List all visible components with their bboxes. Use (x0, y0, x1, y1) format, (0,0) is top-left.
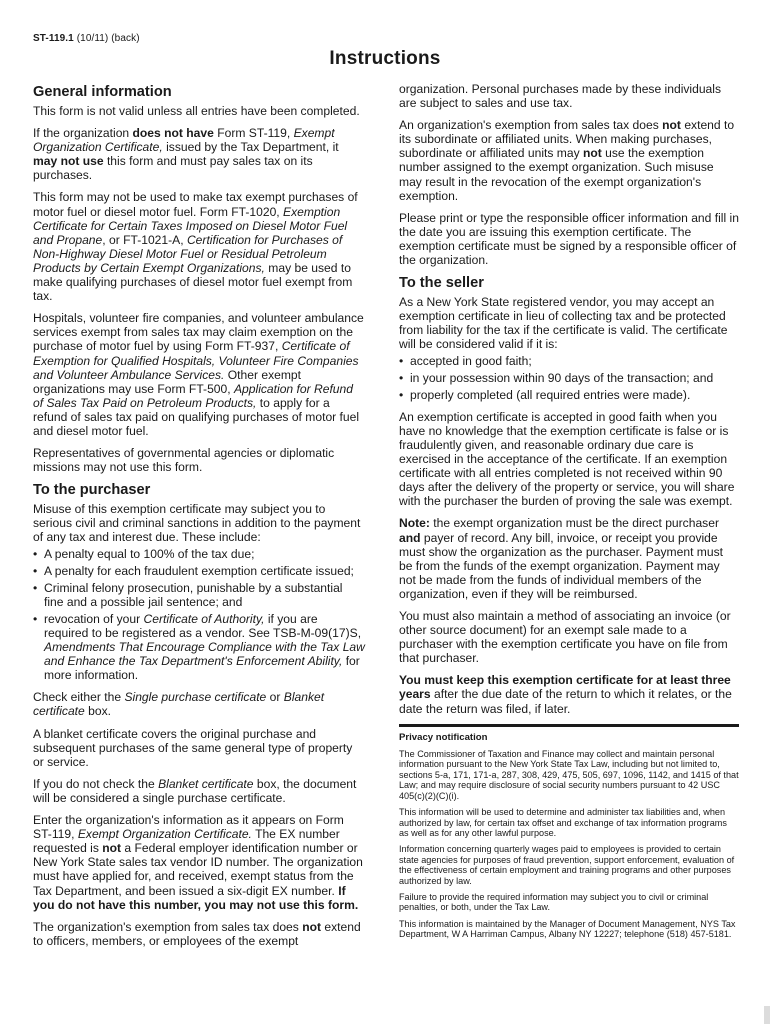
general-p4: Hospitals, volunteer fire companies, and volunteer ambulance services exempt from sales tax may claim exemption on the purchase of motor fuel by using Form FT-937, Certificate of Exemption for Qualified Hospitals, Volunteer Fire Companies and Volunteer Ambulance Services. Other exempt organizations may use Form FT-500, Application for Refund of Sales Tax Paid on Petroleum Products, to apply for a refund of sales tax paid on qualifying purchases of motor fuel and diesel motor fuel. (33, 311, 364, 438)
list-item: • accepted in good faith; (399, 354, 739, 368)
purchaser-blanket-info: A blanket certificate covers the original purchase and subsequent purchases of the same general type of property or service. (33, 726, 353, 769)
general-p3: This form may not be used to make tax exempt purchases of motor fuel or diesel motor fuel. Form FT-1020, Exemption Certificate for Certain Taxes Imposed on Diesel Motor Fuel and Propane, or FT-1021-A, Certification for Purchases of Non-Highway Diesel Motor Fuel or Residual Petroleum Products by Certain Exempt Organizations, may be used to make qualifying purchases of diesel motor fuel exempt from tax. (33, 190, 358, 304)
purchaser-exemption-scope: The organization's exemption from sales tax does not extend to officers, members, or employees of the exempt (33, 919, 361, 948)
purchaser-nocheck-info: If you do not check the Blanket certificate box, the document will be considered a single purchase certificate. (33, 776, 357, 805)
purchaser-penalty-list (33, 547, 365, 683)
continued-p2: An organization's exemption from sales tax does not extend to its subordinate or affiliated units. When making purchases, subordinate or affiliated units may not use the exemption number assigned to the exempt organization. Such misuse may result in the revocation of the exempt organization's exemption. (399, 118, 735, 203)
to-the-seller-heading: To the seller (399, 275, 484, 292)
privacy-p5: This information is maintained by the Manager of Document Management, NYS Tax Department, W A Harriman Campus, Albany NY 12227; telephone (518) 457-5181. (399, 918, 736, 940)
seller-note: Note: the exempt organization must be the direct purchaser and payer of record. Any bill, invoice, or receipt you provide must show the organization as the purchaser. Payment must be from the funds of the exempt organization. Payment may not be made from the funds of individual members of the organization, even if they will be reimbursed. (399, 516, 724, 601)
continued-p3: Please print or type the responsible officer information and fill in the date you are issuing this exemption certificate. The exemption certificate must be signed by a responsible officer of the organization. (399, 210, 739, 268)
left-column (33, 82, 365, 956)
seller-intro: As a New York State registered vendor, you may accept an exemption certificate in lieu of collecting tax and be protected from liability for the tax if the certificate is valid. The certificate will be considered valid if it is: (399, 295, 728, 352)
purchaser-enter-info: Enter the organization's information as it appears on Form ST-119, Exempt Organization Certificate. The EX number requested is not a Federal employer identification number or New York State sales tax vendor ID number. The organization must have applied for, and received, exempt status from the Tax Department, and been issued a six-digit EX number. If you do not have this number, you may not use this form. (33, 813, 363, 912)
list-item: • Criminal felony prosecution, punishable by a substantial fine and a possible jail sentence; and (33, 581, 365, 609)
purchaser-check-instructions: Check either the Single purchase certificate or Blanket certificate box. (33, 690, 325, 719)
privacy-p3: Information concerning quarterly wages paid to employees is provided to certain state agencies for purposes of fraud prevention, support enforcement, evaluation of the effectiveness of certain employment and training programs and other purposes authorized by law. (399, 844, 735, 886)
privacy-heading: Privacy notification (399, 731, 488, 743)
general-information-heading: General information (33, 84, 172, 100)
general-p2: If the organization does not have Form ST-119, Exempt Organization Certificate, issued by the Tax Department, it may not use this form and must pay sales tax on its purchases. (33, 126, 339, 183)
continued-p1: organization. Personal purchases made by these individuals are subject to sales and use tax. (399, 82, 722, 111)
list-item: • A penalty equal to 100% of the tax due; (33, 547, 365, 561)
general-p1: This form is not valid unless all entries have been completed. (33, 104, 360, 118)
list-item: • revocation of your Certificate of Authority, if you are required to be registered as a vendor. See TSB-M-09(17)S, Amendments That Encourage Compliance with the Tax Law and Enhance the Tax Department's Enforcement Ability, for more information. (33, 612, 365, 682)
privacy-p2: This information will be used to determine and administer tax liabilities and, when authorized by law, for certain tax offset and exchange of tax information programs as well as for any other lawful purpose. (399, 807, 727, 838)
seller-record-method: You must also maintain a method of associating an invoice (or other source document) for an exempt sale made to a purchaser with the exemption certificate you have on file from that purchaser. (399, 609, 731, 666)
form-identifier: ST-119.1 (10/11) (back) (33, 33, 140, 44)
list-item: • properly completed (all required entries were made). (399, 388, 739, 402)
general-p5: Representatives of governmental agencies or diplomatic missions may not use this form. (33, 446, 335, 475)
purchaser-intro: Misuse of this exemption certificate may subject you to serious civil and criminal sanctions in addition to the payment of any tax and interest due. These include: (33, 502, 361, 545)
list-item: • in your possession within 90 days of the transaction; and (399, 371, 739, 385)
scan-edge (764, 1006, 770, 1024)
privacy-notification (399, 733, 739, 940)
privacy-p1: The Commissioner of Taxation and Finance may collect and maintain personal information pursuant to the New York State Tax Law, including but not limited to, sections 5-a, 171, 171-a, 287, 308, 429, 475, 505, 697, 1096, 1142, and 1415 of that Law; and may require disclosure of social security numbers pursuant to 42 USC 405(c)(2)(C)(i). (399, 749, 739, 801)
privacy-p4: Failure to provide the required information may subject you to civil or criminal penalties, or both, under the Tax Law. (399, 891, 709, 913)
seller-good-faith: An exemption certificate is accepted in good faith when you have no knowledge that the exemption certificate is false or is fraudulently given, and reasonable ordinary due care is exercised in the acceptance of the certificate. If an exemption certificate with all entries completed is not received within 90 days after the delivery of the property or service, you will share with the purchaser the burden of proving the sale was exempt. (399, 409, 735, 509)
seller-validity-list (399, 354, 739, 402)
page-title: Instructions (329, 48, 441, 69)
to-the-purchaser-heading: To the purchaser (33, 482, 151, 499)
list-item: • A penalty for each fraudulent exemption certificate issued; (33, 564, 365, 578)
seller-keep-certificate: You must keep this exemption certificate for at least three years after the due date of the return to which it relates, or the date the return was filed, if later. (399, 673, 732, 716)
section-divider (399, 724, 739, 727)
right-column (399, 82, 739, 946)
